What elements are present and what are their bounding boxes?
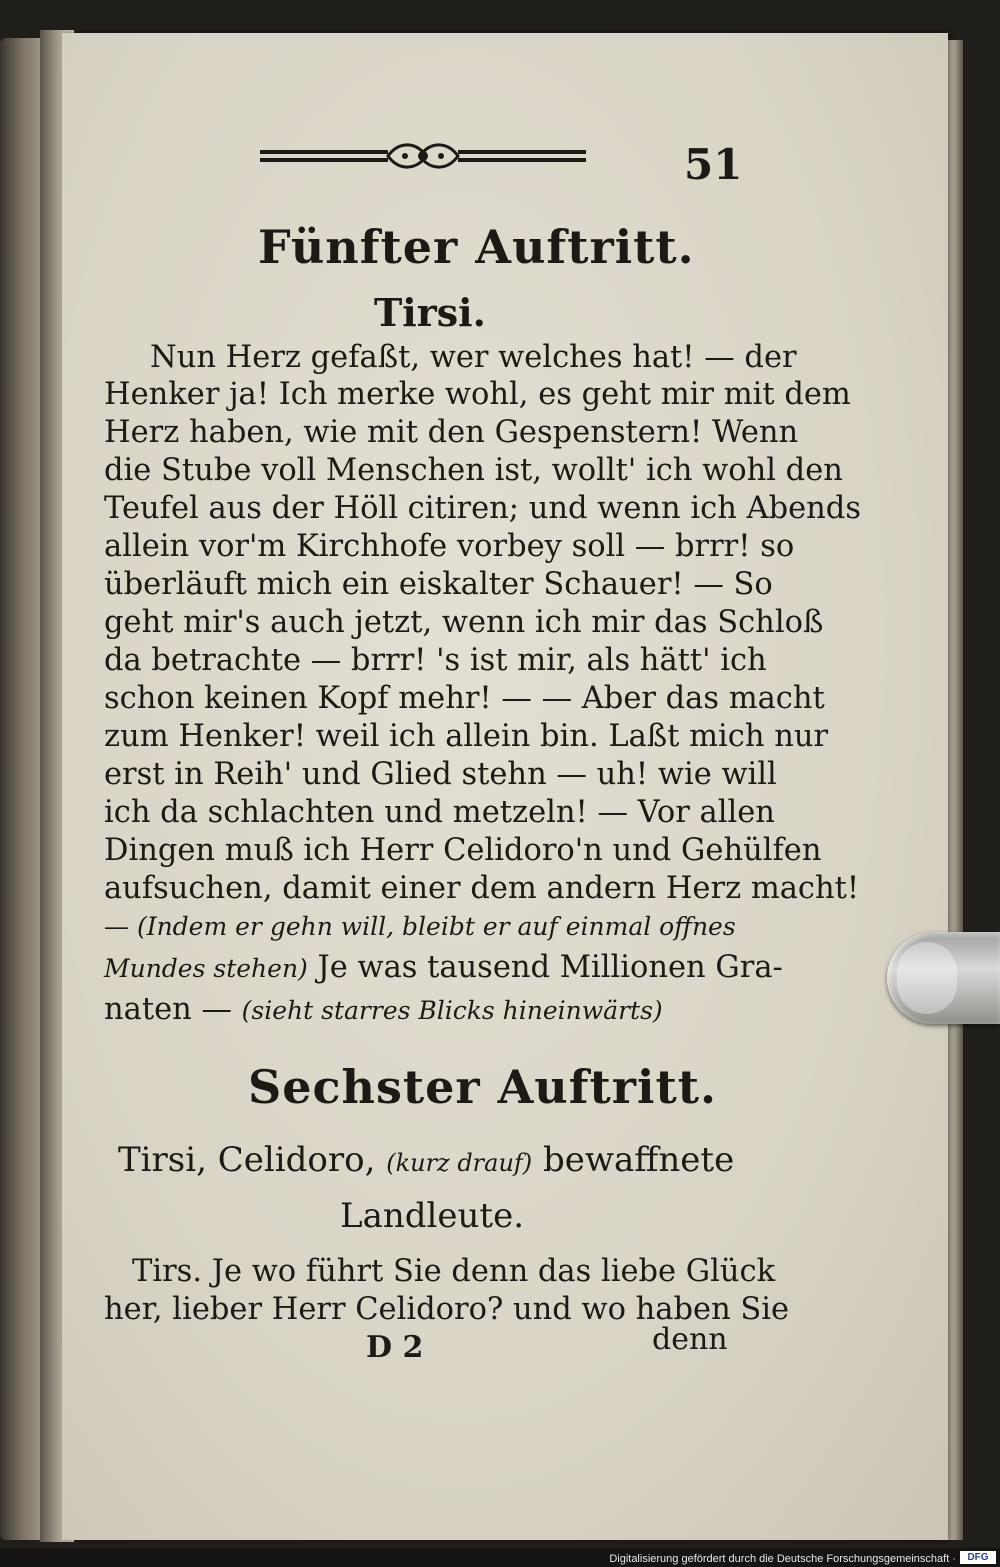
stage-direction-line: — (Indem er gehn will, bleibt er auf einmal offnes [104,912,736,941]
text-line: überläuft mich ein eiskalter Schauer! — So [104,567,773,602]
persons-text: bewaffnete [532,1140,735,1180]
text-line: schon keinen Kopf mehr! — — Aber das macht [104,681,825,716]
stage-direction: (sieht starres Blicks hineinwärts) [241,996,663,1025]
text-line: geht mir's auch jetzt, wenn ich mir das Schloß [104,605,824,640]
stage-direction: (kurz drauf) [386,1149,533,1177]
page-number: 51 [684,140,743,189]
text-line: her, lieber Herr Celidoro? und wo haben Sie [104,1292,790,1327]
text-line: Herz haben, wie mit den Gespenstern! Wenn [104,415,799,450]
page-clip [887,932,1000,1024]
dramatis-personae-line2: Landleute. [340,1196,524,1236]
dfg-logo: DFG [960,1551,996,1564]
text-line-mixed [104,950,783,985]
text-line: da betrachte — brrr! 's ist mir, als hätt' ich [104,643,767,678]
text-line: aufsuchen, damit einer dem andern Herz macht! [104,871,860,906]
text-fragment: Je was tausend Millionen Gra- [307,950,783,985]
text-line: Teufel aus der Höll citiren; und wenn ich Abends [104,491,861,526]
dramatis-personae [118,1140,734,1180]
stage-direction: Mundes stehen) [104,954,308,983]
scene-heading-6: Sechster Auftritt. [248,1060,717,1114]
text-line: zum Henker! weil ich allein bin. Laßt mich nur [104,719,829,754]
text-fragment: naten — [104,992,242,1027]
speaker-name: Tirsi. [374,290,486,335]
signature-mark: D 2 [366,1330,424,1365]
text-line: Dingen muß ich Herr Celidoro'n und Gehülfen [104,833,822,868]
text-line: Nun Herz gefaßt, wer welches hat! — der [150,340,797,375]
text-line: erst in Reih' und Glied stehn — uh! wie will [104,757,777,792]
persons-text: Tirsi, Celidoro, [118,1140,387,1180]
text-line: Henker ja! Ich merke wohl, es geht mir mit dem [104,377,851,412]
catchword: denn [652,1322,728,1357]
text-line: die Stube voll Menschen ist, wollt' ich wohl den [104,453,843,488]
footer-credit: Digitalisierung gefördert durch die Deutsche Forschungsgemeinschaft · [609,1553,956,1565]
text-line: Tirs. Je wo führt Sie denn das liebe Glück [132,1254,776,1289]
text-line-mixed [104,992,663,1027]
ornament-rule [258,138,588,176]
text-line: ich da schlachten und metzeln! — Vor allen [104,795,775,830]
scene-heading-5: Fünfter Auftritt. [258,220,695,274]
text-line: allein vor'm Kirchhofe vorbey soll — brrr! so [104,529,795,564]
clip-highlight [897,942,957,1014]
